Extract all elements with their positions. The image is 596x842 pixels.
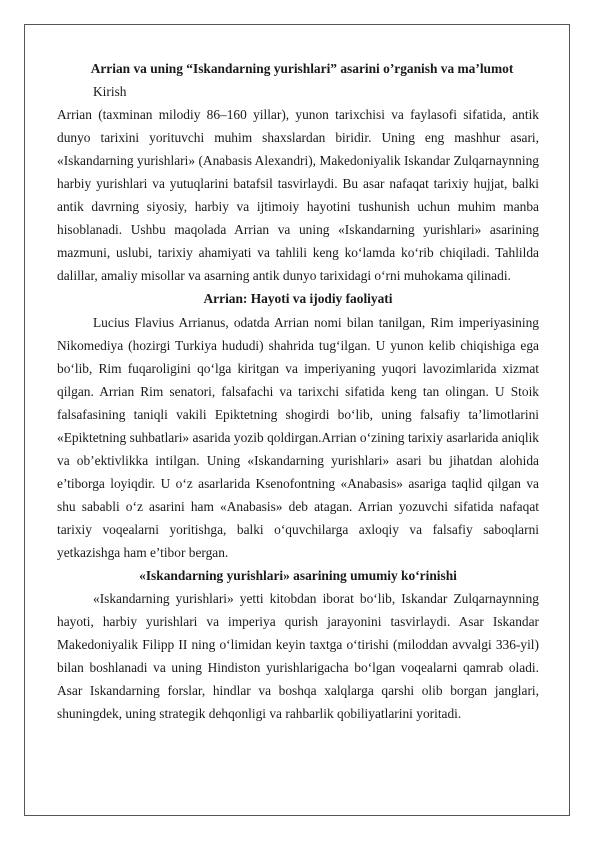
overview-paragraph: «Iskandarning yurishlari» yetti kitobdan iborat bo‘lib, Iskandar Zulqarnaynning hayoti, harbiy yurishlari va imperiya qurish jarayonini tasvirlaydi. Asar Iskandar Makedoniyalik Filipp II ning o‘limidan keyin taxtga o‘tirishi (miloddan avvalgi 336-yil) bilan boshlanadi va uning Hindiston yurishlarigacha bo‘lgan voqealarni qamrab oladi. Asar Iskandarning forslar, hindlar va boshqa xalqlarga qarshi olib borgan janglari, shuningdek, uning strategik dehqonligi va rahbarlik qobiliyatlarini yoritadi. bbox=[57, 591, 539, 722]
section-heading-overview: «Iskandarning yurishlari» asarining umumiy ko‘rinishi bbox=[139, 568, 457, 584]
intro-paragraph: Arrian (taxminan milodiy 86–160 yillar), yunon tarixchisi va faylasofi sifatida, antik dunyo tarixini yorituvchi muhim shaxslardan biridir. Uning eng mashhur asari, «Iskandarning yurishlari» (Anabasis Alexandri), Makedoniyalik Iskandar Zulqarnaynning harbiy yurishlari va yutuqlarini batafsil tasvirlaydi. Bu asar nafaqat tarixiy hujjat, balki antik davrning siyosiy, harbiy va ijtimoiy hayotini tushunish uchun muhim manba hisoblanadi. Ushbu maqolada Arrian va uning «Iskandarning yurishlari» asarining mazmuni, uslubi, tarixiy ahamiyati va tahlili keng ko‘lamda ko‘rib chiqiladi. Tahlilda dalillar, amaliy misollar va asarning antik dunyo tarixidagi o‘rni muhokama qilinadi. bbox=[57, 107, 539, 284]
document-title: Arrian va uning “Iskandarning yurishlari” asarini o’rganish va ma’lumot bbox=[90, 61, 514, 76]
biography-paragraph: Lucius Flavius Arrianus, odatda Arrian nomi bilan tanilgan, Rim imperiyasining Nikomediya (hozirgi Turkiya hududi) shahrida tug‘ilgan. U yunon kelib chiqishiga ega bo‘lib, Rim fuqaroligini qo‘lga kiritgan va imperiyaning yuqori lavozimlarida xizmat qilgan. Arrian Rim senatori, falsafachi va tarixchi sifatida keng tan olingan. U Stoik falsafasining taniqli vakili Epiktetning shogirdi bo‘lib, uning falsafiy ta’limotlarini «Epiktetning suhbatlari» asarida yozib qoldirgan.Arrian o‘zining tarixiy asarlarida aniqlik va ob’ektivlikka intilgan. Uning «Iskandarning yurishlari» asari bu jihatdan alohida e’tiborga loyiqdir. U o‘z asarlarida Ksenofontning «Anabasis» asariga taqlid qilgan va shu sababli o‘z asarini ham «Anabasis» deb atagan. Arrian yozuvchi sifatida nafaqat tarixiy voqealarni yoritishga, balki o‘quvchilarga axloqiy va falsafiy saboqlarni yetkazishga ham e’tibor bergan. bbox=[57, 314, 539, 560]
intro-heading: Kirish bbox=[93, 84, 127, 100]
section-heading-biography: Arrian: Hayoti va ijodiy faoliyati bbox=[203, 291, 393, 307]
document-body bbox=[57, 57, 539, 725]
